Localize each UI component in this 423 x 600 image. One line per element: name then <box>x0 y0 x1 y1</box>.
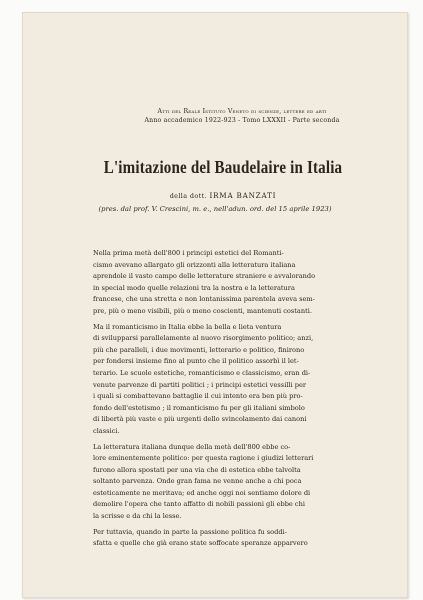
paragraph-2 <box>79 322 365 438</box>
paragraph-1 <box>79 248 365 318</box>
text-line: La letteratura italiana dunque della metà dell'800 ebbe co- <box>93 442 291 451</box>
text-line: terario. Le scuole estetiche, romanticismo e classicismo, eran di- <box>93 368 311 377</box>
paragraph-4 <box>79 527 365 550</box>
journal-header-line-1: Atti del Reale Istituto Veneto di scienze, lettere ed arti <box>157 108 327 115</box>
text-line: francese, che una stretta e non lontanissima parentela aveva sem- <box>93 295 315 304</box>
text-line: furono allora spostati per una via che di estetica ebbe talvolta <box>93 465 301 474</box>
author-line <box>93 191 353 200</box>
text-line: classici. <box>93 426 120 435</box>
text-line: esteticamente ne meritava; ed anche oggi noi sentiamo dolore di <box>93 488 311 497</box>
text-line: in special modo quelle relazioni tra la nostra e la letteratura <box>93 283 295 292</box>
text-line: Ma il romanticismo in Italia ebbe la bella e lieta ventura <box>93 322 282 331</box>
text-line: demolire l'opera che tanto affatto di nobili passioni gli ebbe chi <box>93 500 305 509</box>
journal-header-line-2: Anno accademico 1922-923 - Tomo LXXXII - Parte seconda <box>144 117 340 124</box>
text-line: Per tuttavia, quando in parte la passione politica fu soddi- <box>93 527 287 536</box>
text-line: la scrisse e da chi la lesse. <box>93 512 182 521</box>
text-line: i quali si combattevano battaglie il cui intento era ben più pro- <box>93 392 303 401</box>
text-line: fondo dell'estetismo ; il romanticismo fu per gli italiani simbolo <box>93 403 305 412</box>
text-line: più che paralleli, i due movimenti, letterario e politico, finirono <box>93 345 305 354</box>
text-line: di libertà più vaste e più urgenti dello svincolamento dai canoni <box>93 415 307 424</box>
text-line: lore eminentemente politico: per questa ragione i giudizi letterari <box>93 454 314 463</box>
document-page <box>22 12 408 598</box>
presented-by-note: (pres. dal prof. V. Crescini, m. e., nell'adun. ord. del 15 aprile 1923) <box>98 205 332 213</box>
author-prefix: della dott. <box>169 192 207 200</box>
text-line: per fondersi insieme fino al punto che il politico assorbì il let- <box>93 357 299 366</box>
text-line: aprendole il vasto campo delle letterature straniere e avvalorando <box>93 272 316 281</box>
text-line: venute parvenze di partiti politici ; i principi estetici vessilli per <box>93 380 306 389</box>
paragraph-3 <box>79 442 365 523</box>
text-line: Nella prima metà dell'800 i principi estetici del Romanti- <box>93 249 284 257</box>
text-line: pre, più o meno visibili, più o meno coscienti, mantenuti costanti. <box>93 306 312 315</box>
journal-header <box>117 107 367 125</box>
text-line: di svilupparsi parallelamente al nuovo risorgimento politico; anzi, <box>93 334 314 343</box>
text-line: sfatta e quelle che già erano state soffocate speranze apparvero <box>93 539 308 548</box>
text-line: cismo avevano allargato gli orizzonti alla letteratura italiana <box>93 260 296 269</box>
article-body <box>79 248 365 550</box>
author-name: IRMA BANZATI <box>209 191 277 200</box>
article-title: L'imitazione del Baudelaire in Italia <box>103 157 343 177</box>
text-line: soltanto parvenza. Onde gran fama ne venne anche a chi poca <box>93 477 302 486</box>
